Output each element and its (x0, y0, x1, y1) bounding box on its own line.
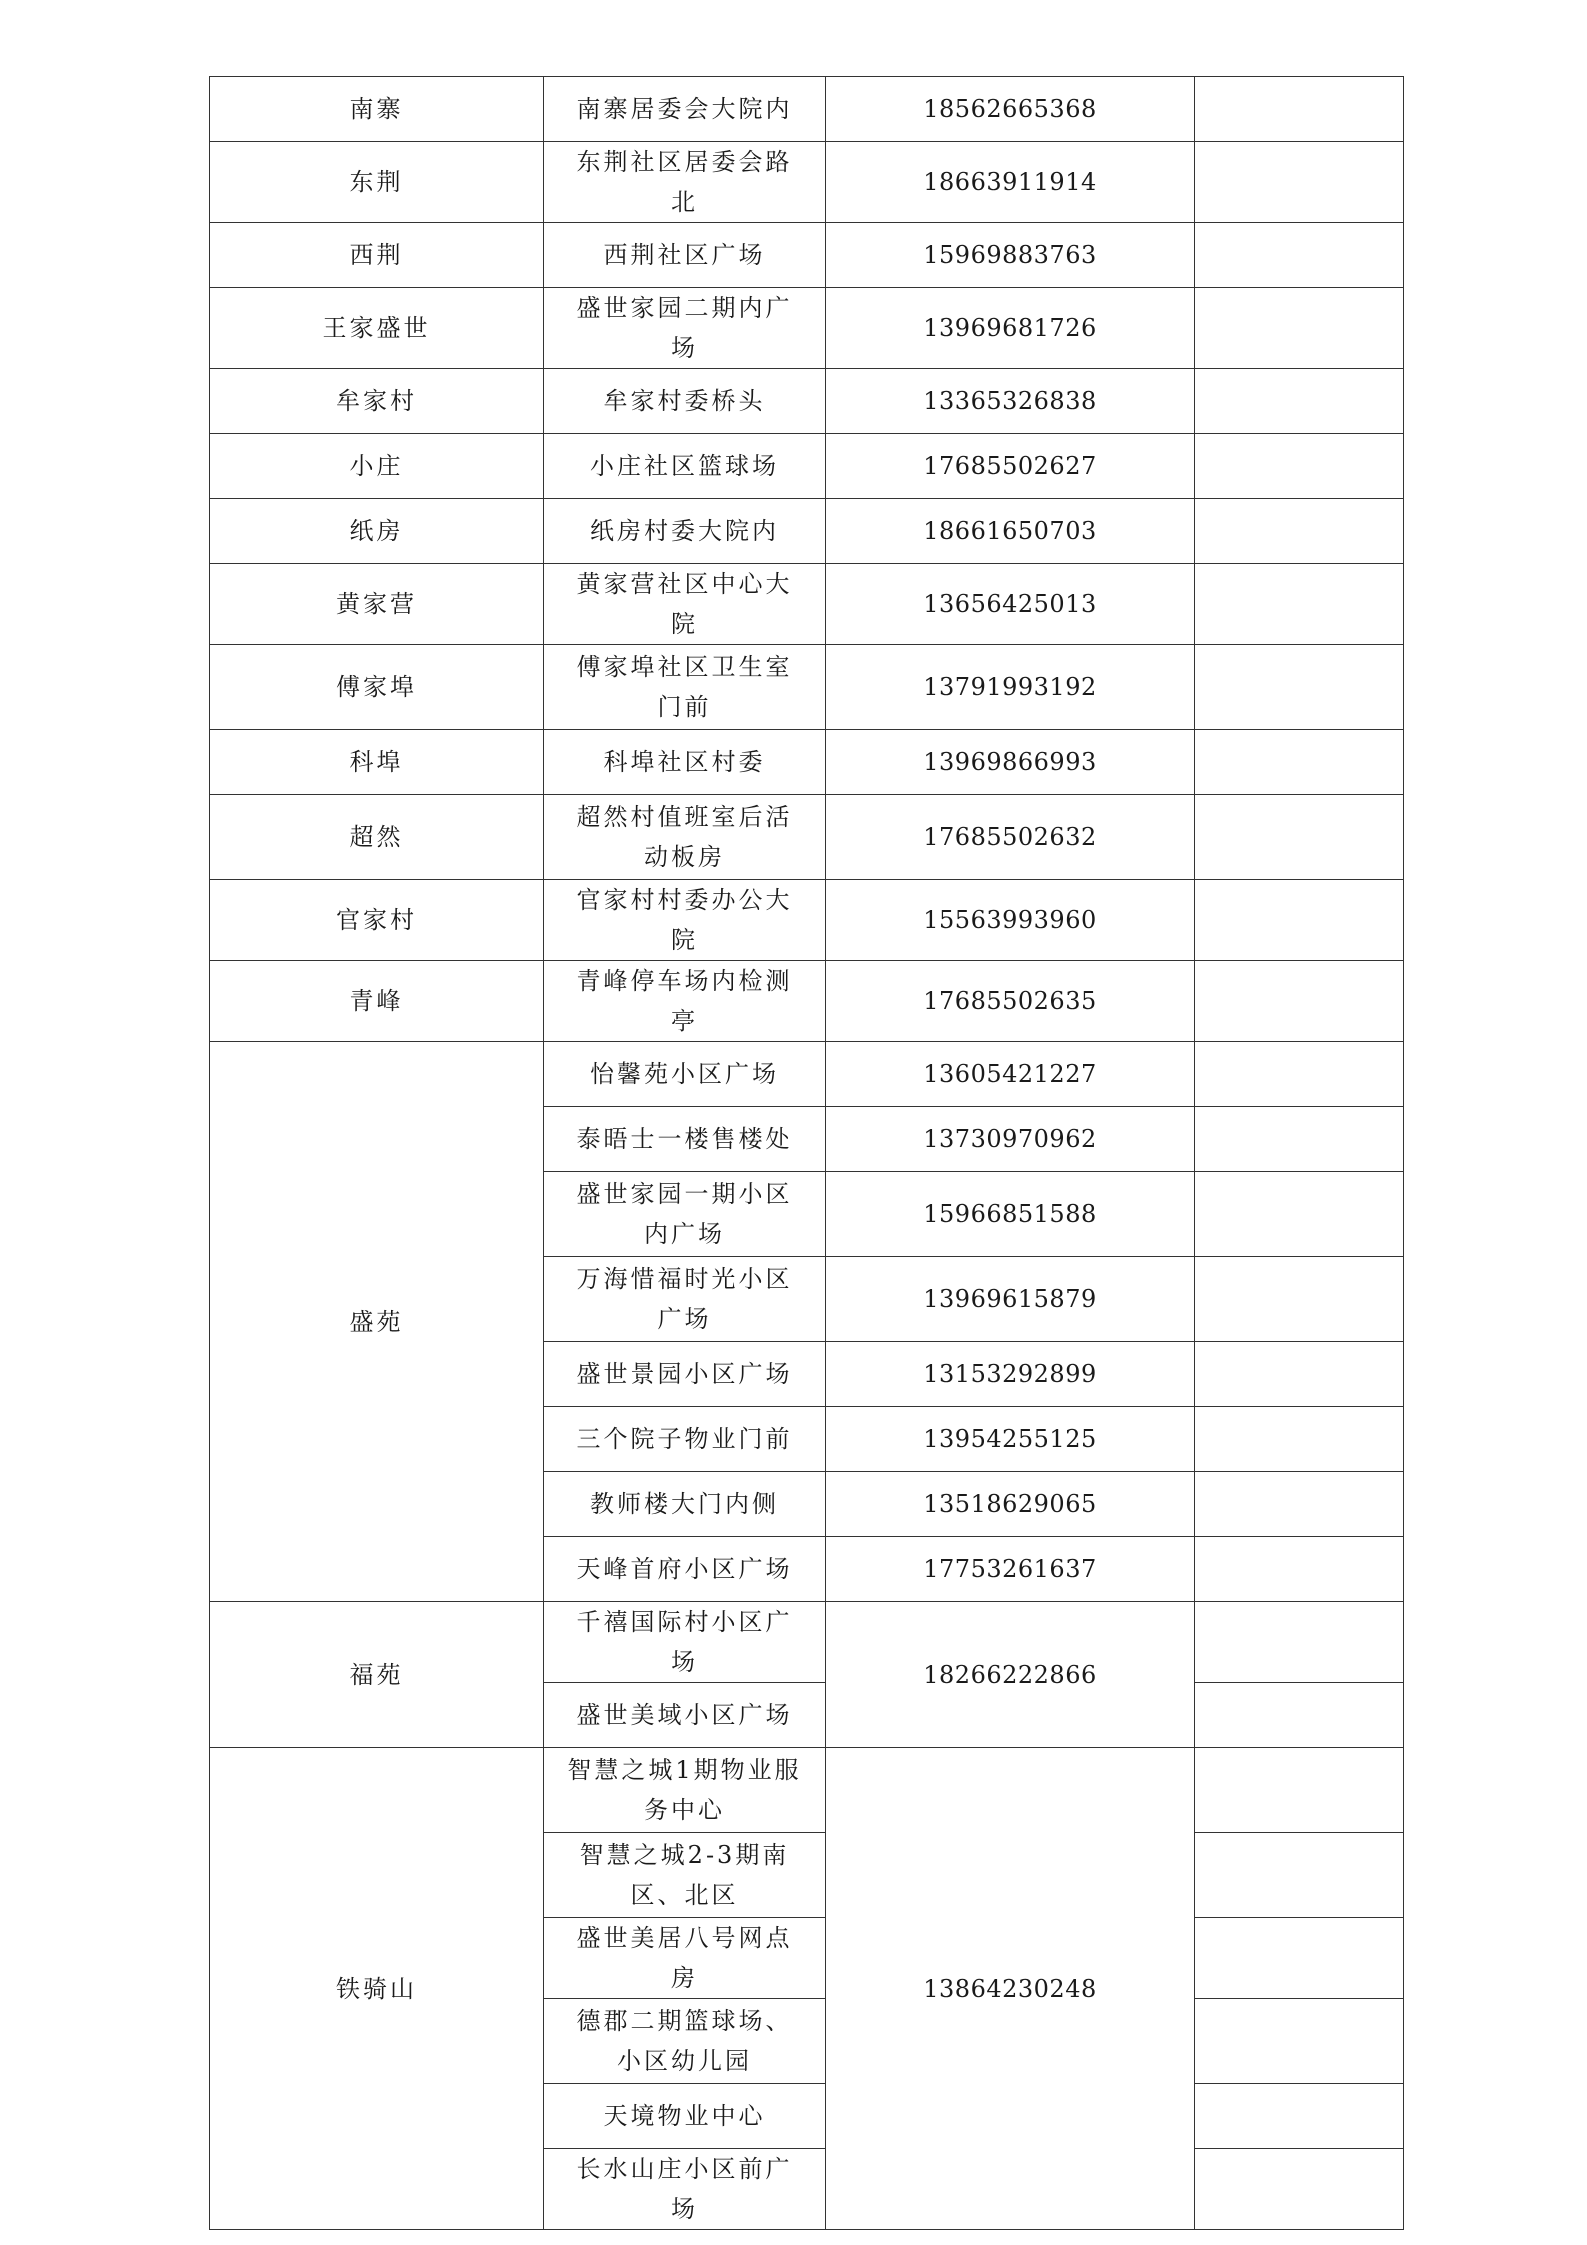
phone-cell: 18562665368 (826, 77, 1195, 142)
phone-cell: 17685502627 (826, 434, 1195, 499)
note-cell (1195, 1602, 1404, 1683)
phone-cell: 18266222866 (826, 1602, 1195, 1748)
phone-cell: 13656425013 (826, 564, 1195, 645)
location-cell: 盛世家园一期小区内广场 (544, 1172, 826, 1257)
location-cell: 东荆社区居委会路北 (544, 142, 826, 223)
note-cell (1195, 1999, 1404, 2084)
location-cell: 牟家村委桥头 (544, 369, 826, 434)
table-row (210, 961, 1404, 1042)
phone-cell: 13365326838 (826, 369, 1195, 434)
phone-cell: 13969615879 (826, 1257, 1195, 1342)
note-cell (1195, 1107, 1404, 1172)
district-cell: 铁骑山 (210, 1748, 544, 2230)
phone-cell: 13969866993 (826, 730, 1195, 795)
phone-cell: 15969883763 (826, 223, 1195, 288)
district-cell: 小庄 (210, 434, 544, 499)
location-cell: 黄家营社区中心大院 (544, 564, 826, 645)
location-cell: 小庄社区篮球场 (544, 434, 826, 499)
location-cell: 天峰首府小区广场 (544, 1537, 826, 1602)
phone-cell: 13954255125 (826, 1407, 1195, 1472)
location-cell: 智慧之城2-3期南区、北区 (544, 1833, 826, 1918)
location-cell: 智慧之城1期物业服务中心 (544, 1748, 826, 1833)
table-row (210, 880, 1404, 961)
location-cell: 盛世美居八号网点房 (544, 1918, 826, 1999)
district-cell: 南寨 (210, 77, 544, 142)
test-site-table (209, 76, 1404, 2230)
note-cell (1195, 1472, 1404, 1537)
note-cell (1195, 1833, 1404, 1918)
table-row (210, 77, 1404, 142)
location-cell: 千禧国际村小区广场 (544, 1602, 826, 1683)
note-cell (1195, 1748, 1404, 1833)
note-cell (1195, 2084, 1404, 2149)
table-row (210, 288, 1404, 369)
note-cell (1195, 1407, 1404, 1472)
table-row (210, 1748, 1404, 1833)
note-cell (1195, 1537, 1404, 1602)
table-row (210, 499, 1404, 564)
district-cell: 盛苑 (210, 1042, 544, 1602)
note-cell (1195, 564, 1404, 645)
location-cell: 超然村值班室后活动板房 (544, 795, 826, 880)
note-cell (1195, 795, 1404, 880)
table-row (210, 142, 1404, 223)
phone-cell: 13969681726 (826, 288, 1195, 369)
phone-cell: 13730970962 (826, 1107, 1195, 1172)
location-cell: 科埠社区村委 (544, 730, 826, 795)
table-row (210, 645, 1404, 730)
location-cell: 三个院子物业门前 (544, 1407, 826, 1472)
note-cell (1195, 1257, 1404, 1342)
location-cell: 西荆社区广场 (544, 223, 826, 288)
phone-cell: 15966851588 (826, 1172, 1195, 1257)
note-cell (1195, 499, 1404, 564)
district-cell: 超然 (210, 795, 544, 880)
table-row (210, 1602, 1404, 1683)
phone-cell: 18661650703 (826, 499, 1195, 564)
table-row (210, 223, 1404, 288)
location-cell: 天境物业中心 (544, 2084, 826, 2149)
phone-cell: 15563993960 (826, 880, 1195, 961)
phone-cell: 13791993192 (826, 645, 1195, 730)
table-row (210, 564, 1404, 645)
table-row (210, 1042, 1404, 1107)
district-cell: 纸房 (210, 499, 544, 564)
phone-cell: 17685502635 (826, 961, 1195, 1042)
note-cell (1195, 1342, 1404, 1407)
district-cell: 东荆 (210, 142, 544, 223)
table-row (210, 795, 1404, 880)
location-cell: 南寨居委会大院内 (544, 77, 826, 142)
phone-cell: 13605421227 (826, 1042, 1195, 1107)
note-cell (1195, 730, 1404, 795)
note-cell (1195, 1172, 1404, 1257)
phone-cell: 13864230248 (826, 1748, 1195, 2230)
location-cell: 怡馨苑小区广场 (544, 1042, 826, 1107)
location-cell: 泰晤士一楼售楼处 (544, 1107, 826, 1172)
phone-cell: 17753261637 (826, 1537, 1195, 1602)
location-cell: 德郡二期篮球场、小区幼儿园 (544, 1999, 826, 2084)
note-cell (1195, 288, 1404, 369)
table-row (210, 730, 1404, 795)
note-cell (1195, 369, 1404, 434)
table-row (210, 369, 1404, 434)
location-cell: 盛世美域小区广场 (544, 1683, 826, 1748)
location-cell: 教师楼大门内侧 (544, 1472, 826, 1537)
note-cell (1195, 645, 1404, 730)
note-cell (1195, 880, 1404, 961)
location-cell: 万海惜福时光小区广场 (544, 1257, 826, 1342)
location-cell: 长水山庄小区前广场 (544, 2149, 826, 2230)
note-cell (1195, 1042, 1404, 1107)
note-cell (1195, 2149, 1404, 2230)
location-cell: 傅家埠社区卫生室门前 (544, 645, 826, 730)
district-cell: 青峰 (210, 961, 544, 1042)
phone-cell: 17685502632 (826, 795, 1195, 880)
phone-cell: 18663911914 (826, 142, 1195, 223)
note-cell (1195, 434, 1404, 499)
district-cell: 福苑 (210, 1602, 544, 1748)
location-cell: 纸房村委大院内 (544, 499, 826, 564)
location-cell: 盛世家园二期内广场 (544, 288, 826, 369)
district-cell: 黄家营 (210, 564, 544, 645)
district-cell: 王家盛世 (210, 288, 544, 369)
district-cell: 西荆 (210, 223, 544, 288)
note-cell (1195, 1918, 1404, 1999)
location-cell: 盛世景园小区广场 (544, 1342, 826, 1407)
district-cell: 傅家埠 (210, 645, 544, 730)
district-cell: 科埠 (210, 730, 544, 795)
note-cell (1195, 77, 1404, 142)
table-row (210, 434, 1404, 499)
district-cell: 官家村 (210, 880, 544, 961)
phone-cell: 13518629065 (826, 1472, 1195, 1537)
note-cell (1195, 142, 1404, 223)
district-cell: 牟家村 (210, 369, 544, 434)
note-cell (1195, 961, 1404, 1042)
location-cell: 官家村村委办公大院 (544, 880, 826, 961)
note-cell (1195, 223, 1404, 288)
location-cell: 青峰停车场内检测亭 (544, 961, 826, 1042)
phone-cell: 13153292899 (826, 1342, 1195, 1407)
note-cell (1195, 1683, 1404, 1748)
